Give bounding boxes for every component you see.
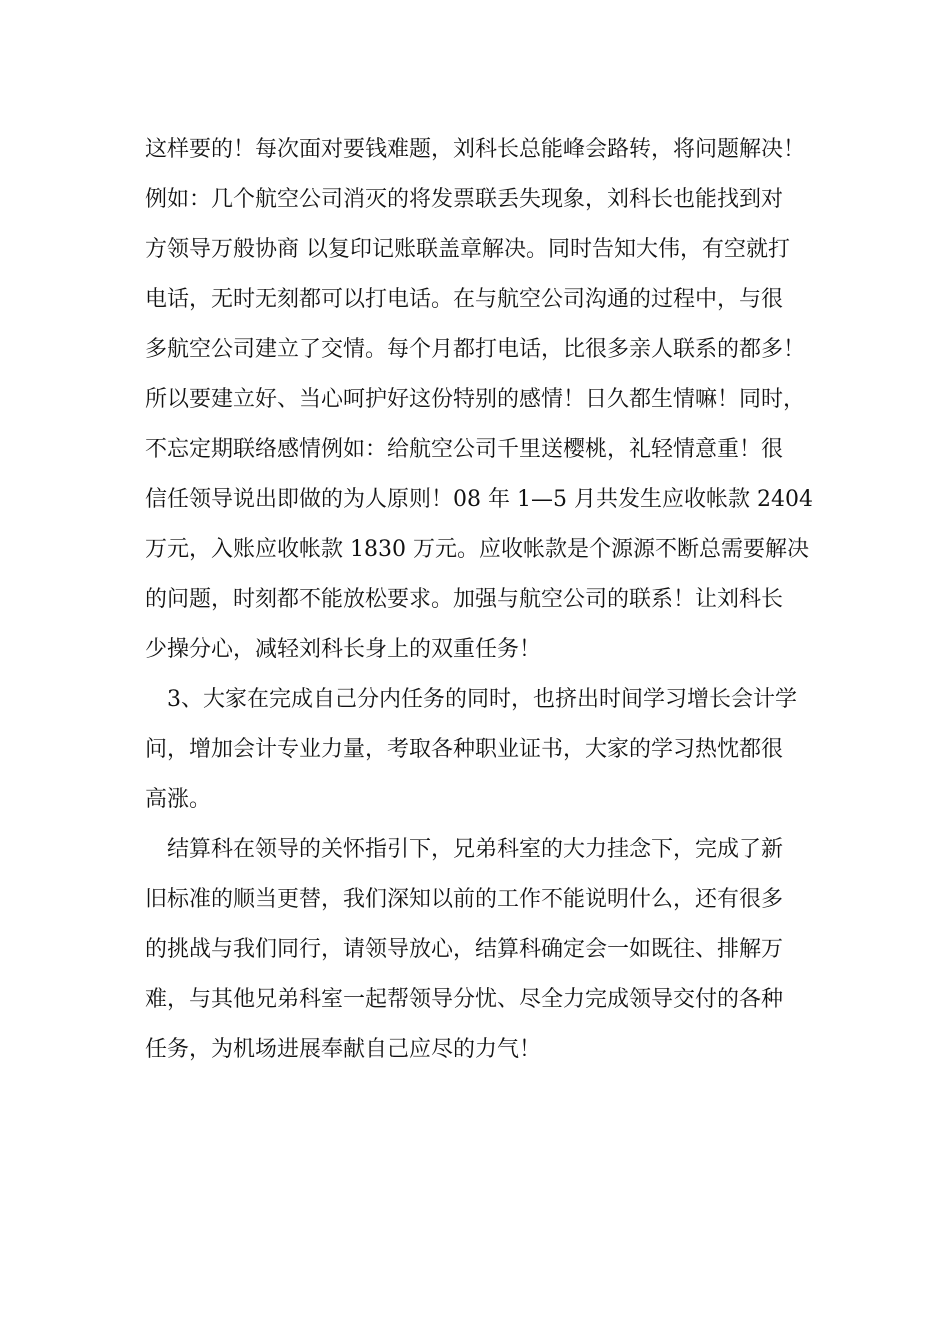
paragraph-line: 例如：几个航空公司消灭的将发票联丢失现象，刘科长也能找到对: [145, 187, 784, 212]
paragraph-line: 电话，无时无刻都可以打电话。在与航空公司沟通的过程中，与很: [145, 287, 784, 312]
paragraph-line: 高涨。: [145, 787, 212, 812]
paragraph-line: 的挑战与我们同行，请领导放心，结算科确定会一如既往、排解万: [145, 937, 784, 962]
paragraph-line: 信任领导说出即做的为人原则！08 年 1—5 月共发生应收帐款 2404: [145, 487, 813, 512]
paragraph-line: 方领导万般协商 以复印记账联盖章解决。同时告知大伟，有空就打: [145, 237, 790, 262]
paragraph-line: 所以要建立好、当心呵护好这份特别的感情！日久都生情嘛！同时，: [145, 387, 806, 412]
paragraph-line: 不忘定期联络感情例如：给航空公司千里送樱桃，礼轻情意重！很: [145, 437, 784, 462]
paragraph-line: 这样要的！每次面对要钱难题，刘科长总能峰会路转，将问题解决！: [145, 137, 806, 162]
paragraph-line: 少操分心，减轻刘科长身上的双重任务！: [145, 637, 542, 662]
paragraph-line: 结算科在领导的关怀指引下，兄弟科室的大力挂念下，完成了新: [167, 837, 784, 862]
paragraph-line: 难，与其他兄弟科室一起帮领导分忧、尽全力完成领导交付的各种: [145, 987, 784, 1012]
paragraph-3: [145, 825, 815, 1075]
paragraph-line: 的问题，时刻都不能放松要求。加强与航空公司的联系！让刘科长: [145, 587, 784, 612]
paragraph-line: 多航空公司建立了交情。每个月都打电话，比很多亲人联系的都多！: [145, 337, 806, 362]
document-body: [145, 125, 815, 1075]
paragraph-line: 万元，入账应收帐款 1830 万元。应收帐款是个源源不断总需要解决: [145, 537, 809, 562]
paragraph-line: 旧标准的顺当更替，我们深知以前的工作不能说明什么，还有很多: [145, 887, 784, 912]
paragraph-2: [145, 675, 815, 825]
paragraph-1: [145, 125, 815, 675]
paragraph-line: 问，增加会计专业力量，考取各种职业证书，大家的学习热忱都很: [145, 737, 784, 762]
paragraph-line: 任务，为机场进展奉献自己应尽的力气！: [145, 1037, 542, 1062]
paragraph-line: 3、大家在完成自己分内任务的同时，也挤出时间学习增长会计学: [167, 687, 797, 712]
